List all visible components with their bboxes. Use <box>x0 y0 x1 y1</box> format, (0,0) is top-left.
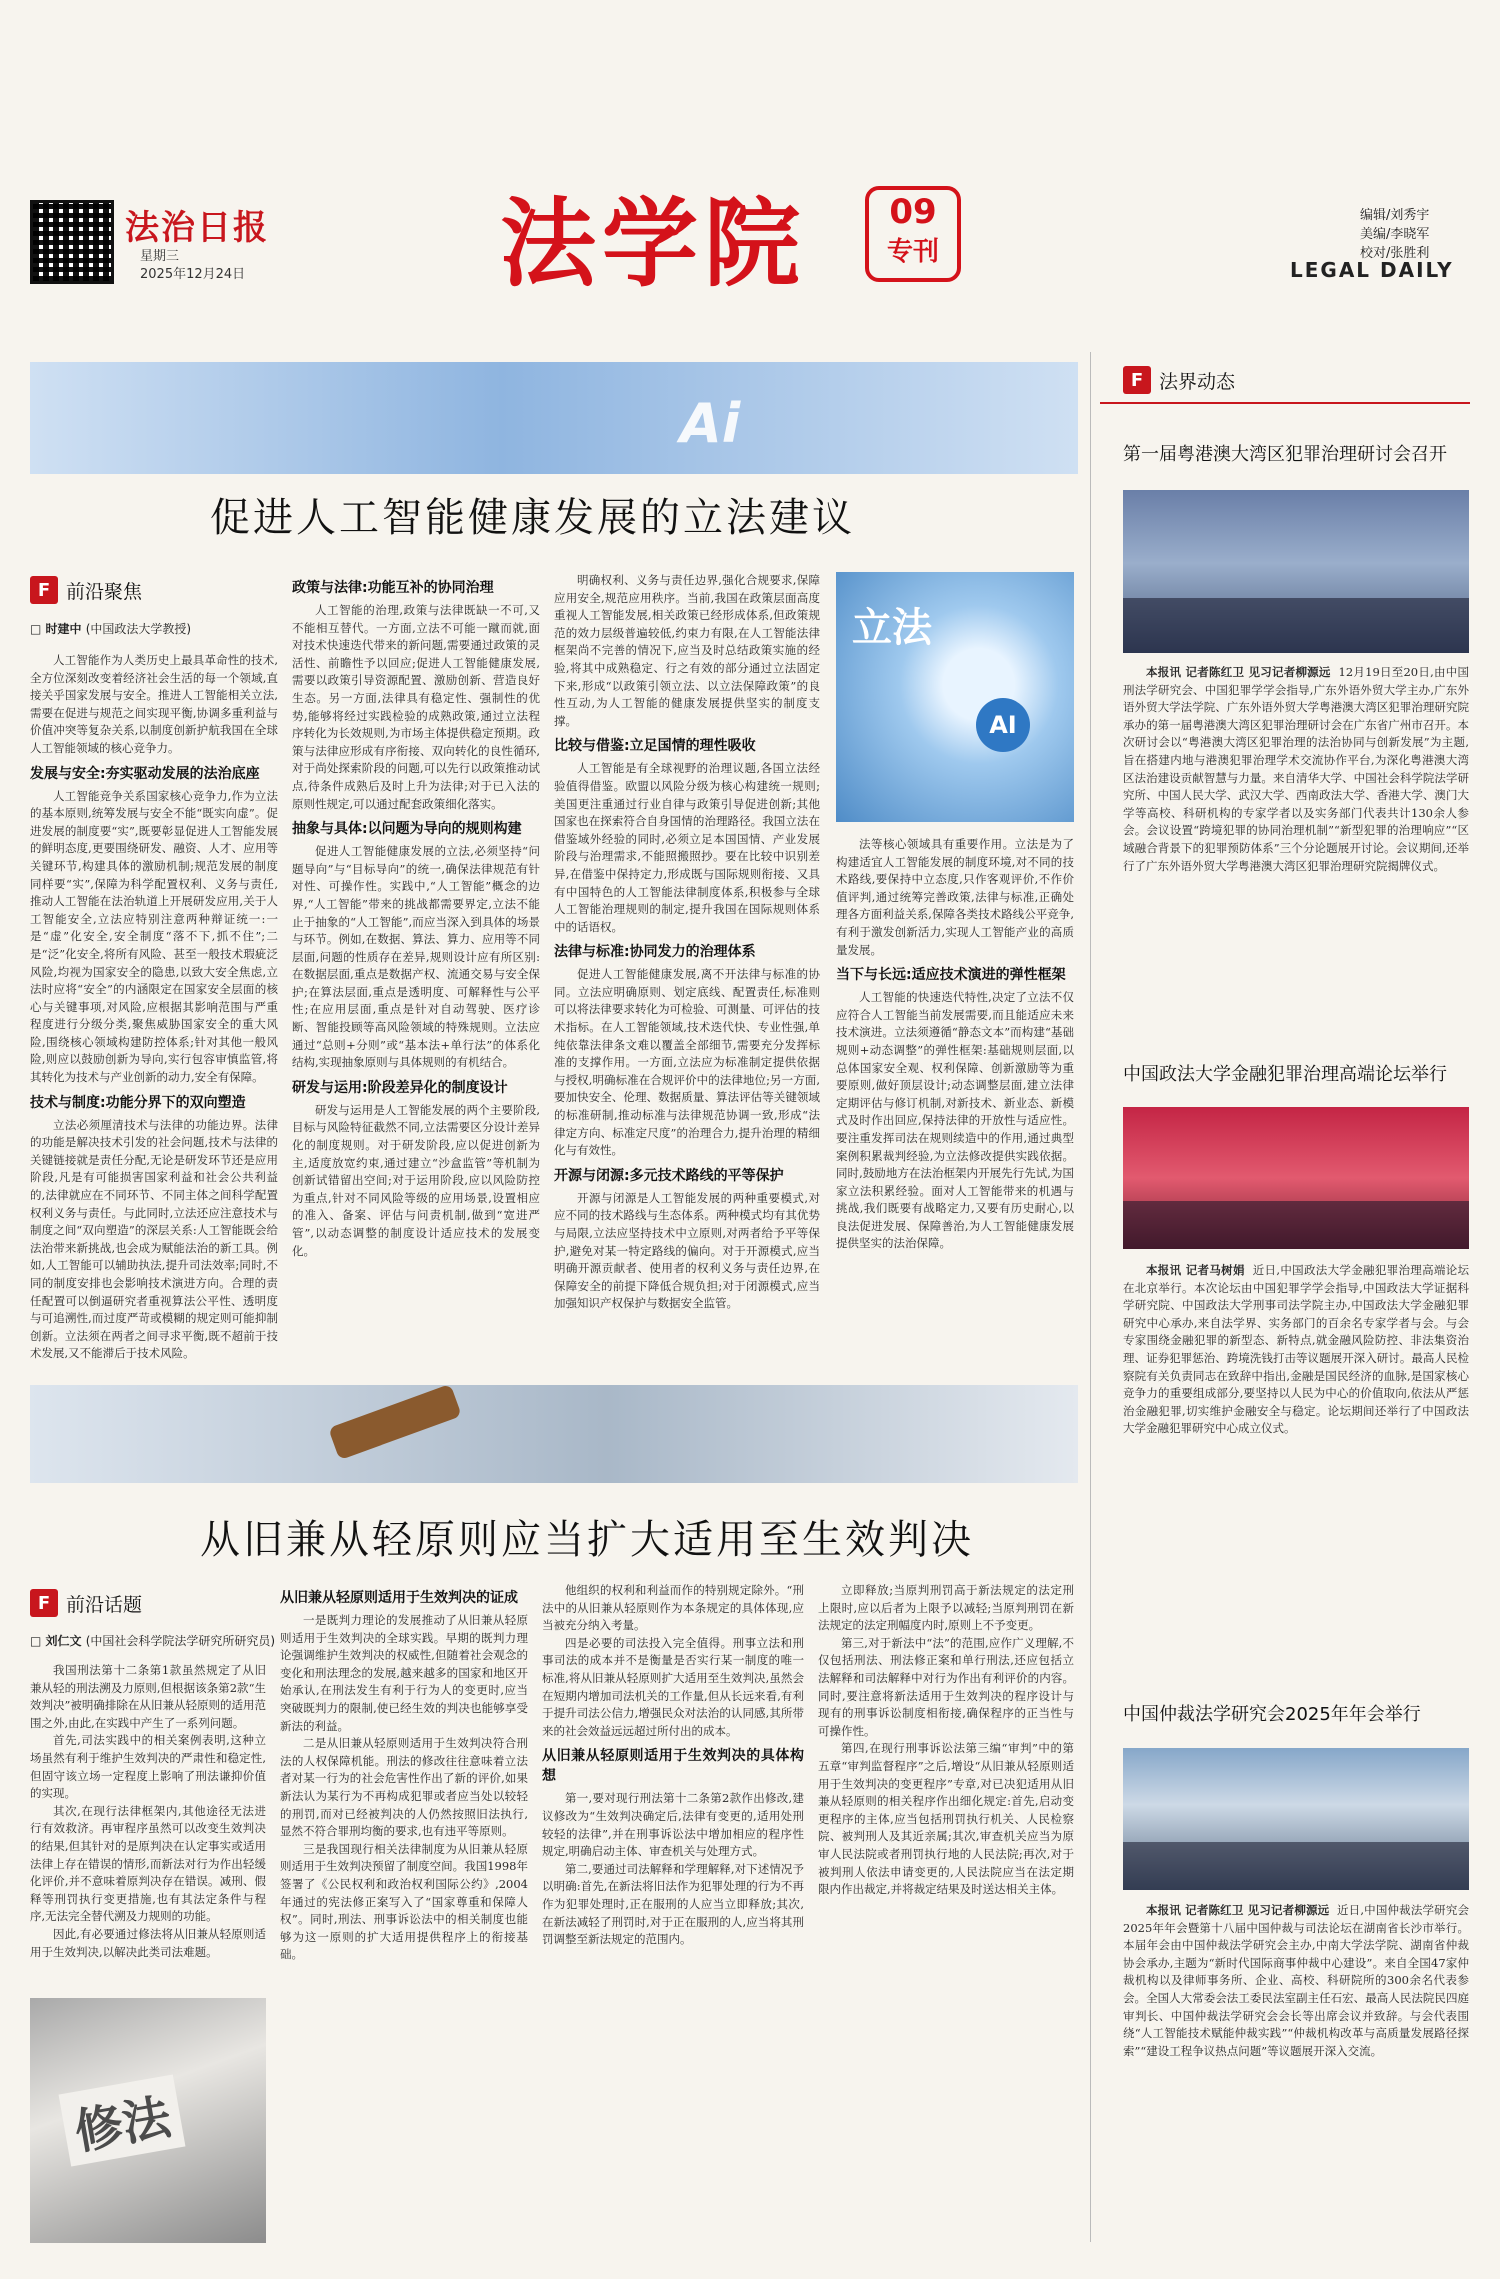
legal-daily-wordmark: LEGAL DAILY <box>1290 258 1454 282</box>
subheading: 抽象与具体:以问题为导向的规则构建 <box>292 821 522 838</box>
section-tag-label: 前沿聚焦 <box>66 580 143 603</box>
paragraph: 一是既判力理论的发展推动了从旧兼从轻原则适用于生效判决的全球实践。早期的既判力理论强调维护生效判决的权威性,但随着社会观念的变化和刑法理念的发展,越来越多的国家和地区开始承认,在刑法发生有利于行为人的变更时,应当突破既判力的限制,使已经生效的判决也能够享受新法的利益。 <box>280 1613 528 1733</box>
paragraph: 人工智能是有全球视野的治理议题,各国立法经验值得借鉴。欧盟以风险分级为核心构建统一规则;美国更注重通过行业自律与政策引导促进创新;其他国家也在探索符合自身国情的治理路径。我国立法在借鉴域外经验的同时,必须立足本国国情、产业发展阶段与治理需求,不能照搬照抄。要在比较中识别差异,在借鉴中保持定力,形成既与国际规则衔接、又具有中国特色的人工智能法律制度体系,积极参与全球人工智能治理规则的制定,提升我国在国际规则体系中的话语权。 <box>554 761 820 934</box>
news-1-body <box>1123 664 1469 1060</box>
section-tag-legal-news <box>1123 365 1235 395</box>
subheading: 开源与闭源:多元技术路线的平等保护 <box>554 1167 784 1184</box>
issue-number: 09 <box>889 192 937 232</box>
gavel-icon <box>328 1385 462 1460</box>
newspaper-brand: 法治日报 <box>125 208 269 248</box>
news-3-byline: 本报讯 记者陈红卫 见习记者柳源远 <box>1146 1903 1330 1917</box>
photo-stage <box>1123 1201 1469 1249</box>
editor-credits <box>1360 206 1429 263</box>
photo-stage <box>1123 1842 1469 1890</box>
author-affiliation: (中国政法大学教授) <box>85 622 192 636</box>
article1-title: 促进人工智能健康发展的立法建议 <box>210 495 855 541</box>
news-3-headline: 中国仲裁法学研究会2025年年会举行 <box>1123 1704 1421 1725</box>
section-tag-icon: F <box>30 576 58 604</box>
paragraph: 人工智能竞争关系国家核心竞争力,作为立法的基本原则,统筹发展与安全不能“既实向虚”。促进发展的制度要“实”,既要彰显促进人工智能发展的鲜明态度,更要围绕研发、融资、人才、应用等关键环节,构建具体的激励机制;规范发展的制度同样要“实”,保障为科学配置权利、义务与责任,推动人工智能在法治轨道上开展研发应用,关于人工智能安全,立法应特别注意两种辩证统一:一是“虚”化安全,安全制度“落不下,抓不住”;二是“泛”化安全,将所有风险、甚至一般技术瑕疵泛风险,均视为国家安全的隐患,以致大安全焦虑,立法时应将“安全”的内涵限定在国家安全层面的核心与关键事项,对风险,应根据其影响范围与严重程度进行分级分类,聚焦威胁国家安全的重大风险,围绕核心领域构建防控体系;针对其他一般风险,则应以鼓励创新为导向,实行包容审慎监管,将其转化为技术与产业创新的动力,安全有保障。 <box>30 788 278 1085</box>
paragraph: 二是从旧兼从轻原则适用于生效判决符合刑法的人权保障机能。刑法的修改往往意味着立法者对某一行为的社会危害性作出了新的评价,如果新法认为某行为不再构成犯罪或者应当处以较轻的刑罚,而对已经被判决的人仍然按照旧法执行,显然不符合罪刑均衡的要求,也有违平等原则。 <box>280 1736 528 1839</box>
paragraph: 立法必须厘清技术与法律的功能边界。法律的功能是解决技术引发的社会问题,技术与法律的关键链接就是责任分配,无论是研发环节还是应用阶段,凡是有可能损害国家利益和社会公共利益的,法律就应在不同环节、不同主体之间科学配置权利义务与责任。与此同时,立法还应注意技术与制度之间“双向塑造”的深层关系:人工智能既会给法治带来新挑战,也会成为赋能法治的新工具。例如,人工智能可以辅助执法,提升司法效率;同时,不同的制度安排也会影响技术演进方向。合理的责任配置可以倒逼研究者重视算法公平性、透明度与可追溯性,而过度严苛或模糊的规定则可能抑制创新。立法须在两者之间寻求平衡,既不超前于技术发展,又不能滞后于技术风险。 <box>30 1117 278 1361</box>
paragraph: 我国刑法第十二条第1款虽然规定了从旧兼从轻的刑法溯及力原则,但根据该条第2款“生效判决”被明确排除在从旧兼从轻原则的适用范围之外,由此,在实践中产生了一系列问题。 <box>30 1663 266 1730</box>
ai-badge-icon: AI <box>976 698 1030 752</box>
subheading: 发展与安全:夯实驱动发展的法治底座 <box>30 765 260 782</box>
paragraph: 因此,有必要通过修法将从旧兼从轻原则适用于生效判决,以解决此类司法难题。 <box>30 1926 266 1959</box>
article2-author <box>30 1632 275 1649</box>
article1-column-3 <box>554 572 820 1370</box>
news-3-photo <box>1123 1748 1469 1890</box>
article1-column-2 <box>292 572 540 1370</box>
weekday: 星期三 <box>140 249 180 264</box>
paragraph: 其次,在现行法律框架内,其他途径无法进行有效救济。再审程序虽然可以改变生效判决的结果,但其针对的是原判决在认定事实或适用法律上存在错误的情形,而新法对行为作出轻缓化评价,并不意味着原判决存在错误。减刑、假释等刑罚执行变更措施,也有其法定条件与程序,无法完全替代溯及力规则的功能。 <box>30 1803 266 1924</box>
news-1-headline: 第一届粤港澳大湾区犯罪治理研讨会召开 <box>1123 444 1447 465</box>
news-1-text: 12月19日至20日,由中国刑法学研究会、中国犯罪学学会指导,广东外语外贸大学主办,广东外语外贸大学法学院、广东外语外贸大学粤港澳大湾区犯罪治理研究院承办的第一届粤港澳大湾区犯罪治理研讨会在广东省广州市召开。本次研讨会以“粤港澳大湾区犯罪治理的法治协同与创新发展”为主题,旨在搭建内地与港澳犯罪治理学术交流协作平台,为深化粤港澳大湾区法治建设贡献智慧与力量。来自清华大学、中国社会科学院法学研究所、中国人民大学、武汉大学、西南政法大学、香港大学、澳门大学等高校、科研机构的专家学者以及实务部门代表共计130余人参会。会议设置“跨境犯罪的协同治理机制”“新型犯罪的治理响应”“区域融合背景下的犯罪预防体系”三个分论题展开讨论。会议期间,还举行了广东外语外贸大学粤港澳大湾区犯罪治理研究院揭牌仪式。 <box>1123 665 1469 873</box>
news-3-body <box>1123 1902 1469 2242</box>
article1-author <box>30 620 191 637</box>
section-tag-icon: F <box>1123 366 1151 394</box>
publication-info <box>140 248 245 284</box>
paragraph: 第二,要通过司法解释和学理解释,对下述情况予以明确:首先,在新法将旧法作为犯罪处理的行为不再作为犯罪处理时,正在服刑的人应当立即释放;其次,在新法减轻了刑罚时,对于正在服刑的人,应当将其刑罚调整至新法规定的范围内。 <box>542 1861 804 1947</box>
page-title: 法学院 <box>500 187 806 300</box>
news-3-text: 近日,中国仲裁法学研究会2025年年会暨第十八届中国仲裁与司法论坛在湖南省长沙市举行。本届年会由中国仲裁法学研究会主办,中南大学法学院、湖南省仲裁协会承办,主题为“新时代国际商事仲裁中心建设”。来自全国47家仲裁机构以及律师事务所、企业、高校、科研院所的300余名代表参会。全国人大常委会法工委民法室副主任石宏、最高人民法院民四庭审判长、中国仲裁法学研究会会长等出席会议并致辞。与会代表围绕“人工智能技术赋能仲裁实践”“仲裁机构改革与高质量发展路径探索”“建设工程争议热点问题”等议题展开深入交流。 <box>1123 1903 1469 2058</box>
subheading: 政策与法律:功能互补的协同治理 <box>292 580 494 596</box>
article2-column-1 <box>30 1662 266 1988</box>
paragraph: 研发与运用是人工智能发展的两个主要阶段,目标与风险特征截然不同,立法需要区分设计差异化的制度规则。对于研发阶段,应以促进创新为主,适度放宽约束,通过建立“沙盒监管”等机制为创新试错留出空间;对于运用阶段,应以风险防控为重点,针对不同风险等级的应用场景,设置相应的准入、备案、评估与问责机制,做到“宽进严管”,以动态调整的制度设计适应技术的发展变化。 <box>292 1102 540 1258</box>
article1-banner-image <box>30 362 1078 474</box>
publication-date: 2025年12月24日 <box>140 267 246 282</box>
author-name: □ 刘仁文 <box>30 1634 82 1648</box>
issue-badge <box>865 186 961 282</box>
photo-stage <box>1123 598 1469 653</box>
paragraph: 他组织的权利和利益而作的特别规定除外。“刑法中的从旧兼从轻原则作为本条规定的具体体现,应当被充分纳入考量。 <box>542 1583 804 1633</box>
article2-column-3 <box>542 1582 804 2242</box>
paragraph: 明确权利、义务与责任边界,强化合规要求,保障应用安全,规范应用秩序。当前,我国在政策层面高度重视人工智能发展,相关政策已经形成体系,但政策规范的效力层级普遍较低,约束力有限,在人工智能法律框架尚不完善的情况下,应当及时总结政策实施的经验,将其中成熟稳定、行之有效的部分通过立法固定下来,形成“以政策引领立法、以立法保障政策”的良性互动,为人工智能的健康发展提供坚实的制度支撑。 <box>554 573 820 728</box>
paragraph: 促进人工智能健康发展,离不开法律与标准的协同。立法应明确原则、划定底线、配置责任,标准则可以将法律要求转化为可检验、可测量、可评估的技术指标。在人工智能领域,技术迭代快、专业性强,单纯依靠法律条文难以覆盖全部细节,需要充分发挥标准的支撑作用。一方面,立法应为标准制定提供依据与授权,明确标准在合规评价中的法律地位;另一方面,要加快安全、伦理、数据质量、算法评估等关键领域的标准研制,推动标准与法律规范协调一致,形成“法律定方向、标准定尺度”的治理合力,提升治理的精细化与有效性。 <box>554 967 820 1158</box>
paragraph: 人工智能的快速迭代特性,决定了立法不仅应符合人工智能当前发展需要,而且能适应未来技术演进。立法须遵循“静态文本”而构建“基础规则+动态调整”的弹性框架:基础规则层面,以总体国家安全观、权利保障、创新激励等为重要原则,做好顶层设计;动态调整层面,建立法律定期评估与修订机制,对新技术、新业态、新模式及时作出回应,保持法律的开放性与适应性。要注重发挥司法在规则续造中的作用,通过典型案例积累裁判经验,为立法修改提供实践依据。同时,鼓励地方在法治框架内开展先行先试,为国家立法积累经验。面对人工智能带来的机遇与挑战,我们既要有战略定力,又要有历史耐心,以良法促进发展、保障善治,为人工智能健康发展提供坚实的法治保障。 <box>836 990 1074 1251</box>
news-1-byline: 本报讯 记者陈红卫 见习记者柳源远 <box>1146 665 1331 679</box>
section-tag-label: 法界动态 <box>1159 370 1236 393</box>
paragraph: 首先,司法实践中的相关案例表明,这种立场虽然有利于维护生效判决的严肃性和稳定性,但固守该立场一定程度上影响了刑法谦抑价值的实现。 <box>30 1733 266 1801</box>
revise-law-illustration <box>30 1998 266 2243</box>
news-1-photo <box>1123 490 1469 653</box>
subheading: 技术与制度:功能分界下的双向塑造 <box>30 1094 246 1111</box>
masthead <box>0 0 1500 330</box>
section-tag-frontier-topic <box>30 1588 142 1618</box>
article1-column-1 <box>30 652 278 1370</box>
ai-robot-illustration <box>836 572 1074 822</box>
illustration-caption: 立法 <box>852 605 932 651</box>
paragraph: 促进人工智能健康发展的立法,必须坚持“问题导向”与“目标导向”的统一,确保法律规范有针对性、可操作性。实践中,“人工智能”概念的边界,“人工智能”带来的挑战都需要界定,立法不能止于抽象的“人工智能”,而应当深入到具体的场景与环节。例如,在数据、算法、算力、应用等不同层面,问题的性质存在差异,规则设计应有所区别:在数据层面,重点是数据产权、流通交易与安全保护;在算法层面,重点是透明度、可解释性与公平性;在应用层面,重点是针对自动驾驶、医疗诊断、智能投顾等高风险领域的特殊规则。立法应通过“总则+分则”或“基本法+单行法”的体系化结构,实现抽象原则与具体规则的有机结合。 <box>292 844 540 1070</box>
qr-code-icon <box>30 200 114 284</box>
section-tag-frontier-focus <box>30 575 142 605</box>
paragraph: 人工智能作为人类历史上最具革命性的技术,全方位深刻改变着经济社会生活的每一个领域,直接关乎国家发展与安全。推进人工智能相关立法,需要在促进与规范之间实现平衡,协调多重利益与价值冲突等复杂关系,以制度创新护航我国在全球人工智能领域的核心竞争力。 <box>30 653 278 755</box>
paragraph: 法等核心领域具有重要作用。立法是为了构建适宜人工智能发展的制度环境,对不同的技术路线,要保持中立态度,只作客观评价,不作价值评判,通过统筹完善政策,法律与标准,正确处理各方面利益关系,保障各类技术路线公平竞争,有利于激发创新活力,实现人工智能产业的高质量发展。 <box>836 837 1074 957</box>
editor: 编辑/刘秀宇 <box>1360 208 1430 223</box>
subheading: 研发与运用:阶段差异化的制度设计 <box>292 1079 508 1096</box>
news-2-photo <box>1123 1107 1469 1249</box>
article2-column-2 <box>280 1582 528 2242</box>
article2-banner-image <box>30 1385 1078 1483</box>
news-2-body <box>1123 1262 1469 1698</box>
proofreader: 校对/张胜利 <box>1360 246 1430 261</box>
article1-column-4 <box>836 836 1074 1370</box>
issue-label: 专刊 <box>886 237 939 267</box>
paragraph: 第三,对于新法中“法”的范围,应作广义理解,不仅包括刑法、刑法修正案和单行刑法,还应包括立法解释和司法解释中对行为作出有利评价的内容。同时,要注意将新法适用于生效判决的程序设计与现有的刑事诉讼制度相衔接,确保程序的正当性与可操作性。 <box>818 1635 1074 1738</box>
illustration-caption: 修法 <box>59 2074 186 2166</box>
designer: 美编/李晓军 <box>1360 227 1430 242</box>
paragraph: 第一,要对现行刑法第十二条第2款作出修改,建议修改为“生效判决确定后,法律有变更的,适用处刑较轻的法律”,并在刑事诉讼法中增加相应的程序性规定,明确启动主体、审查机关与处理方式。 <box>542 1791 804 1859</box>
column-divider <box>1090 352 1091 2242</box>
subheading: 当下与长远:适应技术演进的弹性框架 <box>836 967 1066 984</box>
news-2-text: 近日,中国政法大学金融犯罪治理高端论坛在北京举行。本次论坛由中国犯罪学学会指导,中国政法大学证据科学研究院、中国政法大学刑事司法学院主办,中国政法大学金融犯罪研究中心承办,来自法学界、实务部门的百余名专家学者与会。与会专家围绕金融犯罪的新型态、新特点,就金融风险防控、非法集资治理、证券犯罪惩治、跨境洗钱打击等议题展开深入研讨。最高人民检察院有关负责同志在致辞中指出,金融是国民经济的血脉,是国家核心竞争力的重要组成部分,要坚持以人民为中心的价值取向,依法从严惩治金融犯罪,切实维护金融安全与稳定。论坛期间还举行了中国政法大学金融犯罪研究中心成立仪式。 <box>1123 1263 1469 1436</box>
paragraph: 立即释放;当原判刑罚高于新法规定的法定刑上限时,应以后者为上限予以减轻;当原判刑罚在新法规定的法定刑幅度内时,原则上不予变更。 <box>818 1583 1074 1633</box>
subheading: 从旧兼从轻原则适用于生效判决的具体构想 <box>542 1748 804 1785</box>
author-affiliation: (中国社会科学院法学研究所研究员) <box>85 1634 276 1648</box>
paragraph: 第四,在现行刑事诉讼法第三编“审判”中的第五章“审判监督程序”之后,增设“从旧兼从轻原则适用于生效判决的变更程序”专章,对已决犯适用从旧兼从轻原则的相关程序作出细化规定:首先,启动变更程序的主体,应当包括刑罚执行机关、人民检察院、被判刑人及其近亲属;其次,审查机关应当为原审人民法院或者刑罚执行地的人民法院;再次,对于被判刑人依法申请变更的,人民法院应当在法定期限内作出裁定,并将裁定结果及时送达相关主体。 <box>818 1741 1074 1897</box>
section-tag-icon: F <box>30 1589 58 1617</box>
banner-ai-text: Ai <box>680 392 741 455</box>
article2-title: 从旧兼从轻原则应当扩大适用至生效判决 <box>200 1517 974 1563</box>
subheading: 比较与借鉴:立足国情的理性吸收 <box>554 738 756 755</box>
news-2-byline: 本报讯 记者马树娟 <box>1146 1263 1245 1277</box>
subheading: 从旧兼从轻原则适用于生效判决的证成 <box>280 1590 518 1606</box>
section-tag-label: 前沿话题 <box>66 1593 143 1616</box>
paragraph: 开源与闭源是人工智能发展的两种重要模式,对应不同的技术路线与生态体系。两种模式均有其优势与局限,立法应坚持技术中立原则,对两者给予平等保护,避免对某一特定路线的偏向。对于开源模式,应当明确开源贡献者、使用者的权利义务与责任边界,在保障安全的前提下降低合规负担;对于闭源模式,应当加强知识产权保护与数据安全监管。 <box>554 1190 820 1311</box>
paragraph: 四是必要的司法投入完全值得。刑事立法和刑事司法的成本并不是衡量是否实行某一制度的唯一标准,将从旧兼从轻原则扩大适用至生效判决,虽然会在短期内增加司法机关的工作量,但从长远来看,有利于提升司法公信力,增强民众对法治的认同感,其所带来的社会效益远远超过所付出的成本。 <box>542 1635 804 1738</box>
article2-column-4 <box>818 1582 1074 2242</box>
author-name: □ 时建中 <box>30 622 82 636</box>
subheading: 法律与标准:协同发力的治理体系 <box>554 944 756 961</box>
paragraph: 人工智能的治理,政策与法律既缺一不可,又不能相互替代。一方面,立法不可能一蹴而就,面对技术快速迭代带来的新问题,需要通过政策的灵活性、前瞻性予以回应;促进人工智能健康发展,需要以政策引导资源配置、激励创新、营造良好生态。另一方面,法律具有稳定性、强制性的优势,能够将经过实践检验的成熟政策,通过立法程序转化为长效规则,为市场主体提供稳定预期。政策与法律应形成有序衔接、双向转化的良性循环,对于尚处探索阶段的问题,可以先行以政策推动试点,待条件成熟后及时上升为法律;对于已入法的原则性规定,可以通过配套政策细化落实。 <box>292 603 540 811</box>
news-2-headline: 中国政法大学金融犯罪治理高端论坛举行 <box>1123 1064 1447 1085</box>
sidebar-rule <box>1100 402 1470 404</box>
paragraph: 三是我国现行相关法律制度为从旧兼从轻原则适用于生效判决预留了制度空间。我国1998年签署了《公民权利和政治权利国际公约》,2004年通过的宪法修正案写入了“国家尊重和保障人权”。同时,刑法、刑事诉讼法中的相关制度也能够为这一原则的扩大适用提供程序上的衔接基础。 <box>280 1841 528 1962</box>
